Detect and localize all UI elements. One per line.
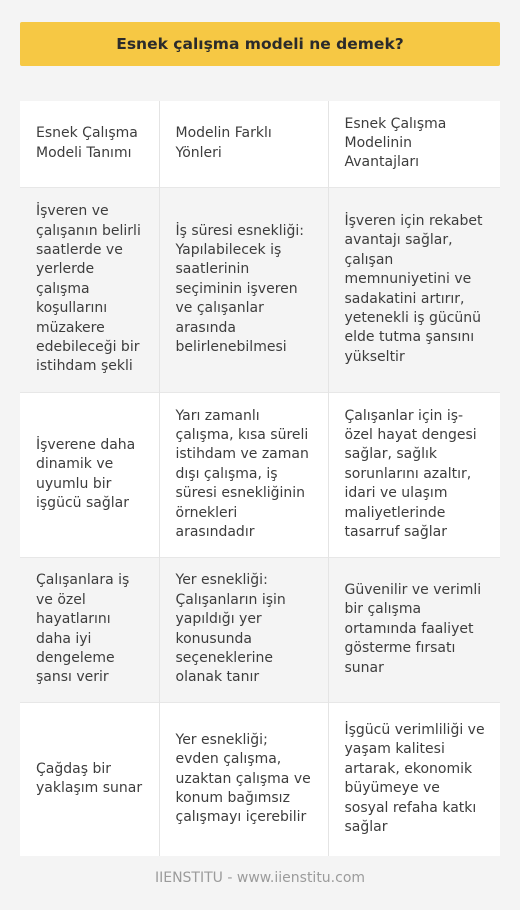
table-row	[20, 702, 500, 856]
table-cell: İşverene daha dinamik ve uyumlu bir işgücü sağlar	[20, 392, 159, 557]
table-cell: Yarı zamanlı çalışma, kısa süreli istihdam ve zaman dışı çalışma, iş süresi esnekliğinin örnekleri arasındadır	[159, 392, 328, 557]
table-cell: İş süresi esnekliği: Yapılabilecek iş saatlerinin seçiminin işveren ve çalışanlar arasında belirlenebilmesi	[159, 187, 328, 392]
column-header: Esnek Çalışma Modeli Tanımı	[20, 101, 159, 187]
table-row	[20, 392, 500, 557]
table-cell: İşgücü verimliliği ve yaşam kalitesi artarak, ekonomik büyümeye ve sosyal refaha katkı sağlar	[328, 702, 500, 856]
table-cell: Yer esnekliği; evden çalışma, uzaktan çalışma ve konum bağımsız çalışmayı içerebilir	[159, 702, 328, 856]
table-header-row	[20, 101, 500, 187]
table-cell: Çağdaş bir yaklaşım sunar	[20, 702, 159, 856]
table-cell: Güvenilir ve verimli bir çalışma ortamında faaliyet gösterme fırsatı sunar	[328, 557, 500, 702]
column-header: Modelin Farklı Yönleri	[159, 101, 328, 187]
table-cell: İşveren ve çalışanın belirli saatlerde ve yerlerde çalışma koşullarını müzakere edebileceği bir istihdam şekli	[20, 187, 159, 392]
comparison-table	[20, 101, 500, 856]
table-row	[20, 187, 500, 392]
title-banner	[20, 22, 500, 66]
table-cell: Çalışanlar için iş-özel hayat dengesi sağlar, sağlık sorunlarını azaltır, idari ve ulaşım maliyetlerinde tasarruf sağlar	[328, 392, 500, 557]
table-cell: İşveren için rekabet avantajı sağlar, çalışan memnuniyetini ve sadakatini artırır, yetenekli iş gücünü elde tutma şansını yükseltir	[328, 187, 500, 392]
table-cell: Çalışanlara iş ve özel hayatlarını daha iyi dengeleme şansı verir	[20, 557, 159, 702]
footer-credit: IIENSTITU - www.iienstitu.com	[154, 870, 366, 886]
page-title: Esnek çalışma modeli ne demek?	[116, 35, 404, 53]
column-header: Esnek Çalışma Modelinin Avantajları	[328, 101, 500, 187]
table-cell: Yer esnekliği: Çalışanların işin yapıldığı yer konusunda seçeneklerine olanak tanır	[159, 557, 328, 702]
table-row	[20, 557, 500, 702]
